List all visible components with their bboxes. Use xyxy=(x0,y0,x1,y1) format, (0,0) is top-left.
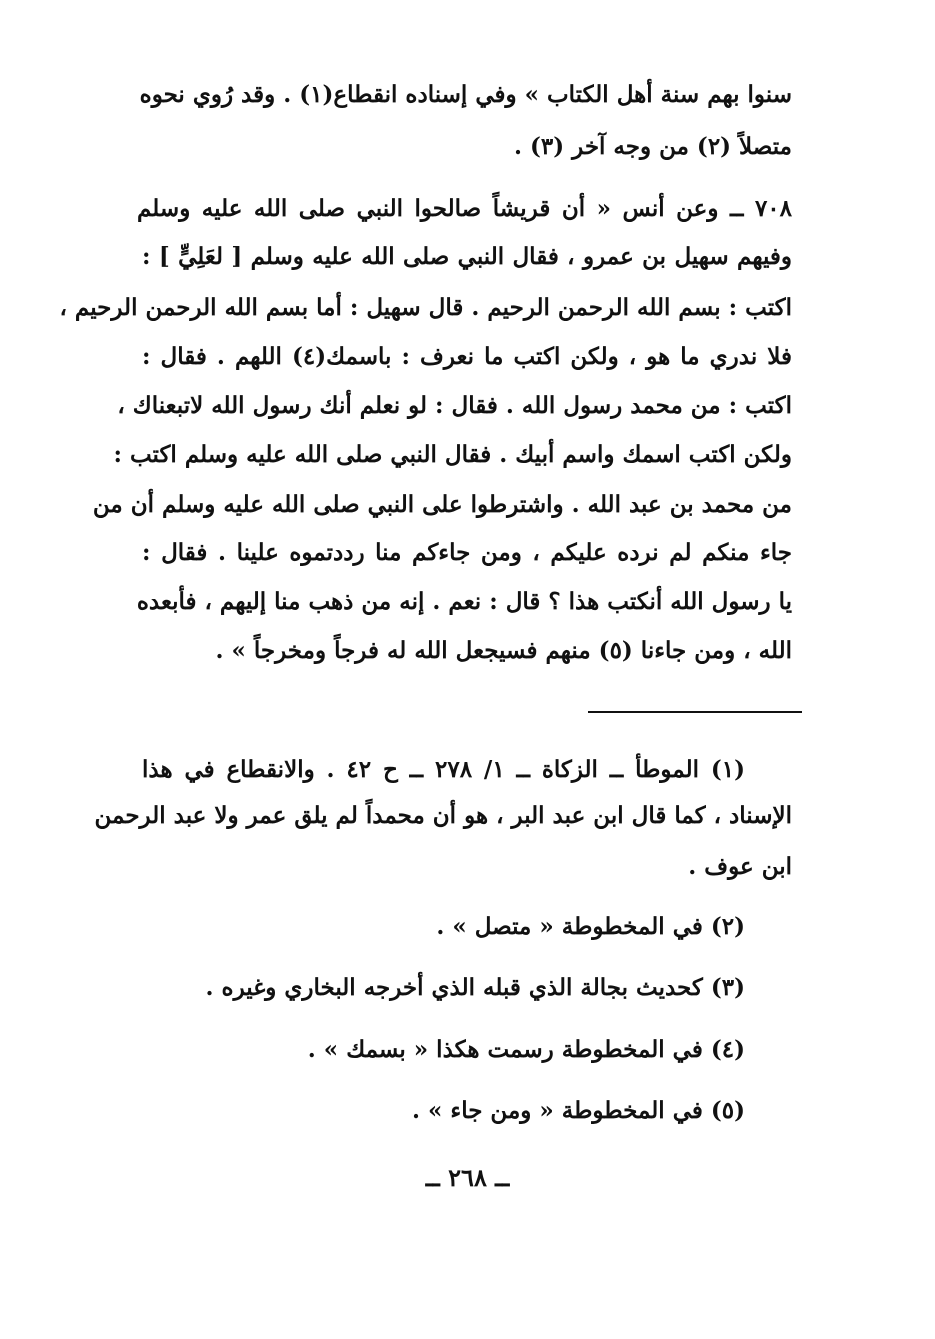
footnote-2: (٢) في المخطوطة « متصل » . xyxy=(436,913,745,940)
page-number: ــ ٢٦٨ ــ xyxy=(425,1163,510,1192)
body-line-11: يا رسول الله أنكتب هذا ؟ قال : نعم . إنه من ذهب منا إليهم ، فأبعده xyxy=(136,588,792,615)
body-line-1: سنوا بهم سنة أهل الكتاب » وفي إسناده انقطاع(١) . وقد رُوي نحوه xyxy=(139,81,792,108)
footnote-1-line-3: ابن عوف . xyxy=(688,853,792,880)
body-line-6: فلا ندري ما هو ، ولكن اكتب ما نعرف : باسمك(٤) اللهم . فقال : xyxy=(142,343,792,370)
footnote-separator xyxy=(588,711,802,713)
footnote-1-line-2: الإسناد ، كما قال ابن عبد البر ، هو أن محمداً لم يلق عمر ولا عبد الرحمن xyxy=(94,802,792,829)
body-line-12: الله ، ومن جاءنا (٥) منهم فسيجعل الله له فرجاً ومخرجاً » . xyxy=(215,637,792,664)
body-line-3: ٧٠٨ ــ وعن أنس « أن قريشاً صالحوا النبي صلى الله عليه وسلم xyxy=(137,195,792,222)
body-line-2: متصلاً (٢) من وجه آخر (٣) . xyxy=(513,133,792,160)
body-line-4: وفيهم سهيل بن عمرو ، فقال النبي صلى الله عليه وسلم [ لعَلِيٍّ ] : xyxy=(142,243,792,270)
body-line-5: اكتب : بسم الله الرحمن الرحيم . قال سهيل : أما بسم الله الرحمن الرحيم ، xyxy=(59,294,792,321)
body-line-8: ولكن اكتب اسمك واسم أبيك . فقال النبي صلى الله عليه وسلم اكتب : xyxy=(113,441,792,468)
body-line-10: جاء منكم لم نرده عليكم ، ومن جاءكم منا رددتموه علينا . فقال : xyxy=(142,539,792,566)
footnote-1-line-1: (١) الموطأ ــ الزكاة ــ ١/ ٢٧٨ ــ ح ٤٢ . والانقطاع في هذا xyxy=(142,756,745,783)
footnote-5: (٥) في المخطوطة « ومن جاء » . xyxy=(411,1097,745,1124)
body-line-9: من محمد بن عبد الله . واشترطوا على النبي صلى الله عليه وسلم أن من xyxy=(92,491,792,518)
body-line-7: اكتب : من محمد رسول الله . فقال : لو نعلم أنك رسول الله لاتبعناك ، xyxy=(117,392,792,419)
footnote-4: (٤) في المخطوطة رسمت هكذا « بسمك » . xyxy=(307,1036,745,1063)
footnote-3: (٣) كحديث بجالة الذي قبله الذي أخرجه البخاري وغيره . xyxy=(205,974,745,1001)
